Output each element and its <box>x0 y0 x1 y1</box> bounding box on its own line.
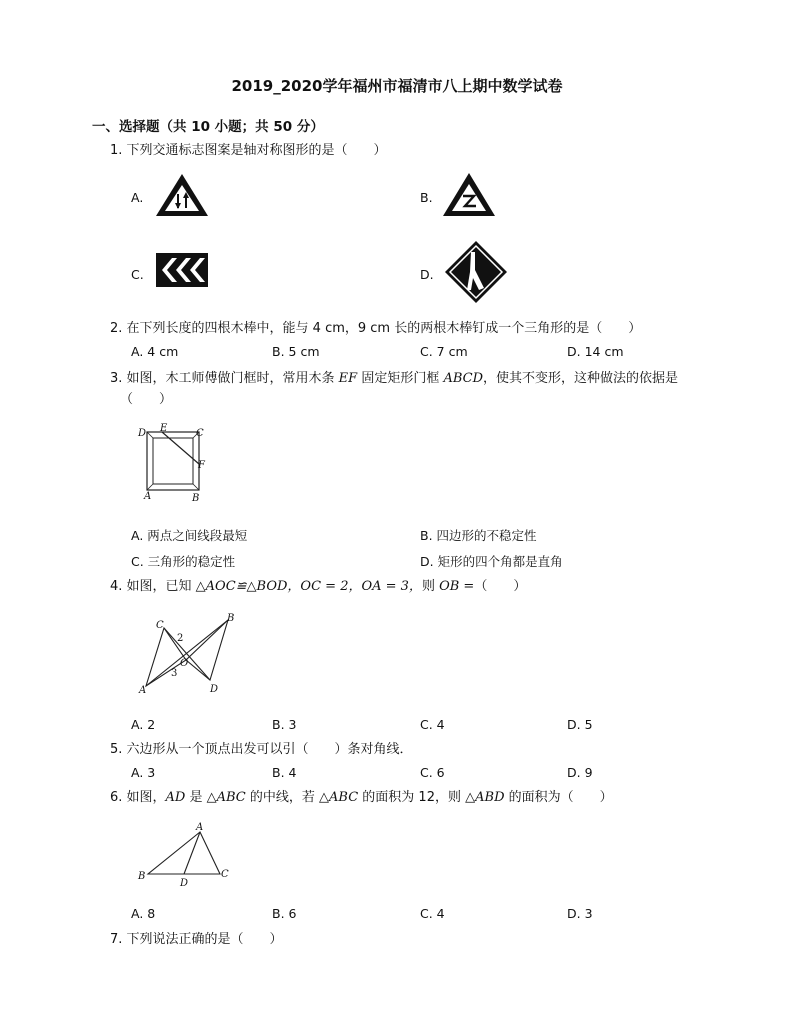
q3-stem-ef: EF <box>338 371 358 386</box>
sign-two-way-traffic-icon <box>153 170 211 220</box>
q5-option-a: A. 3 <box>131 765 156 780</box>
q4-segment-oa-length: 3 <box>171 668 178 679</box>
q4-bowtie-triangles-figure <box>134 608 244 698</box>
page-title: 2019_2020学年福州市福清市八上期中数学试卷 <box>231 77 563 95</box>
q3-option-b: B. 四边形的不稳定性 <box>420 528 537 543</box>
q6-option-b: B. 6 <box>272 906 297 921</box>
question-5-stem: 5. 六边形从一个顶点出发可以引（ ）条对角线． <box>110 742 413 757</box>
sign-sharp-curve-chevrons-icon <box>156 253 208 287</box>
q4-label-b: B <box>227 613 235 624</box>
q5-option-c: C. 6 <box>420 765 445 780</box>
q6-label-a: A <box>196 822 204 833</box>
q4-stem-part3: （ ） <box>474 579 527 594</box>
q4-option-c: C. 4 <box>420 717 445 732</box>
question-3-stem <box>110 371 678 387</box>
question-6-stem <box>110 790 613 806</box>
q1-option-a-label: A. <box>131 190 144 205</box>
sign-road-merge-diamond-icon <box>444 240 508 304</box>
q6-option-c: C. 4 <box>420 906 445 921</box>
q6-stem-part2: 是 <box>185 790 207 805</box>
q2-option-c: C. 7 cm <box>420 344 468 359</box>
question-1-stem: 1. 下列交通标志图案是轴对称图形的是（ ） <box>110 143 387 158</box>
q6-stem-part4: 的面积为 12，则 <box>358 790 466 805</box>
q3-option-c: C. 三角形的稳定性 <box>131 554 236 569</box>
q3-label-f: F <box>198 460 205 471</box>
q1-option-c-label: C. <box>131 267 144 282</box>
q2-option-b: B. 5 cm <box>272 344 320 359</box>
q3-label-b: B <box>192 493 200 504</box>
q4-stem-ob: OB = <box>439 579 475 594</box>
q3-stem-part3: ，使其不变形，这种做法的依据是 <box>483 371 679 386</box>
q1-option-b-label: B. <box>420 190 433 205</box>
q4-option-b: B. 3 <box>272 717 297 732</box>
q6-stem-abc: △ABC <box>206 790 246 805</box>
q2-option-d: D. 14 cm <box>567 344 624 359</box>
q3-option-d: D. 矩形的四个角都是直角 <box>420 554 563 569</box>
q3-stem-abcd: ABCD <box>443 371 484 386</box>
q3-door-frame-figure <box>134 420 214 506</box>
q3-label-a: A <box>144 491 152 502</box>
q6-option-d: D. 3 <box>567 906 593 921</box>
q6-stem-part3: 的中线，若 <box>245 790 320 805</box>
q4-stem-part2: 则 <box>421 579 440 594</box>
q4-label-d: D <box>210 684 219 695</box>
q1-option-d-label: D. <box>420 267 434 282</box>
sign-winding-road-icon <box>441 170 497 220</box>
q6-stem-part5: 的面积为（ ） <box>504 790 613 805</box>
q6-stem-part1: 6. 如图， <box>110 790 166 805</box>
q3-stem-part2: 固定矩形门框 <box>357 371 444 386</box>
question-7-stem: 7. 下列说法正确的是（ ） <box>110 932 283 947</box>
q3-stem-part1: 3. 如图，木工师傅做门框时，常用木条 <box>110 371 339 386</box>
q6-stem-abd: △ABD <box>465 790 505 805</box>
q6-label-b: B <box>138 871 146 882</box>
q3-option-a: A. 两点之间线段最短 <box>131 528 248 543</box>
q3-label-c: C <box>196 428 204 439</box>
q6-label-c: C <box>221 869 229 880</box>
q3-label-e: E <box>160 423 168 434</box>
question-3-stem-line2: （ ） <box>120 392 173 407</box>
q6-option-a: A. 8 <box>131 906 156 921</box>
q4-option-a: A. 2 <box>131 717 156 732</box>
q4-label-o: O <box>180 658 189 669</box>
q4-label-a: A <box>139 685 147 696</box>
q5-option-b: B. 4 <box>272 765 297 780</box>
section-heading: 一、选择题（共 10 小题；共 50 分） <box>92 119 324 135</box>
q4-stem-congruence: △AOC≌△BOD，OC = 2，OA = 3， <box>195 579 422 594</box>
q6-stem-abc-2: △ABC <box>319 790 359 805</box>
question-4-stem <box>110 579 526 595</box>
q4-segment-oc-length: 2 <box>177 633 184 644</box>
q3-label-d: D <box>138 428 147 439</box>
q6-label-d: D <box>180 878 189 888</box>
question-2-stem: 2. 在下列长度的四根木棒中，能与 4 cm，9 cm 长的两根木棒钉成一个三角形的是（ ） <box>110 321 642 336</box>
q4-stem-part1: 4. 如图，已知 <box>110 579 196 594</box>
q2-option-a: A. 4 cm <box>131 344 179 359</box>
q4-option-d: D. 5 <box>567 717 593 732</box>
q5-option-d: D. 9 <box>567 765 593 780</box>
q6-triangle-median-figure <box>134 820 234 888</box>
q6-stem-ad: AD <box>165 790 186 805</box>
q4-label-c: C <box>156 620 164 631</box>
